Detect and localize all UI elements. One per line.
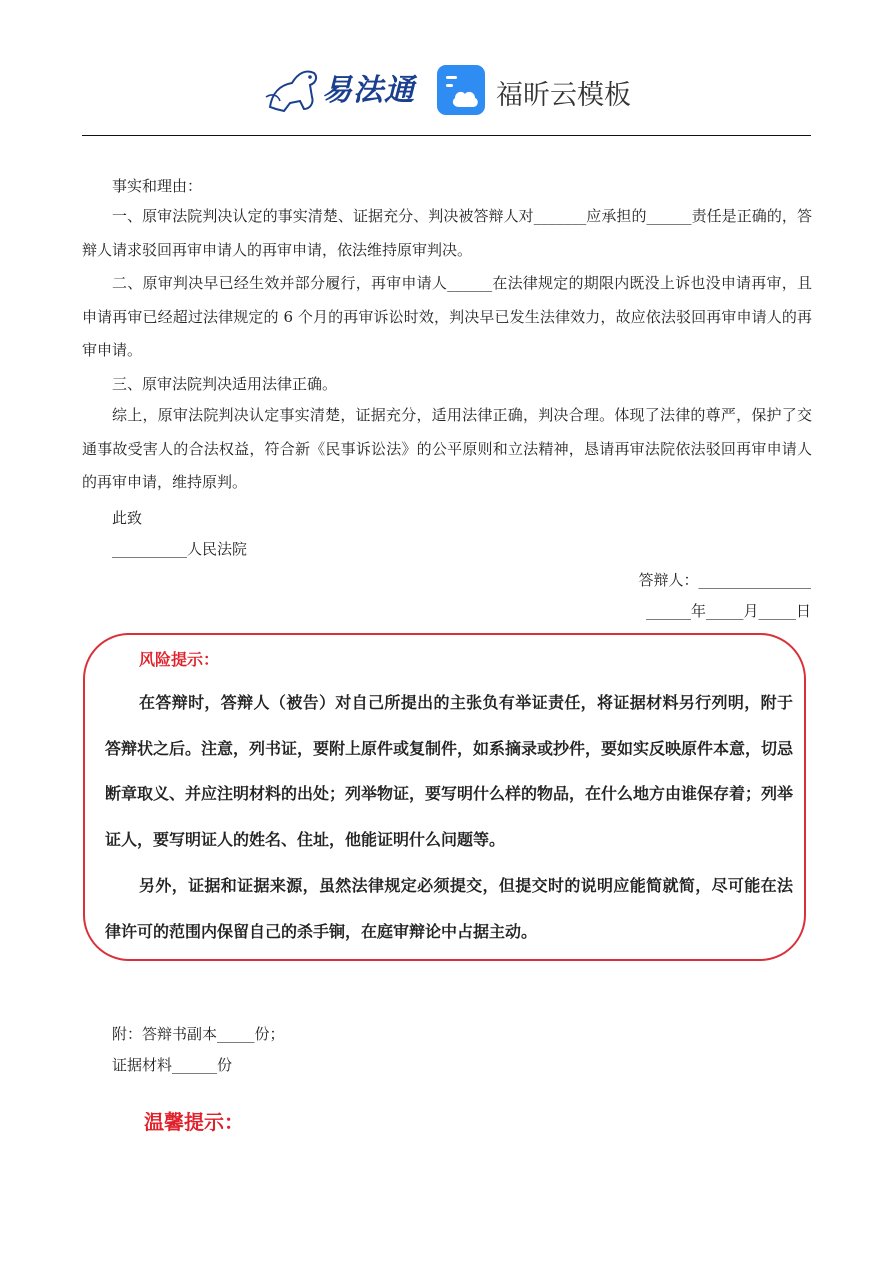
- header: [0, 55, 893, 125]
- attachment-copies: 附：答辩书副本_____份；: [112, 1025, 285, 1043]
- date-line: ______年_____月_____日: [645, 602, 811, 620]
- warm-tip-heading: 温馨提示：: [144, 1110, 244, 1134]
- paragraph-4: 综上，原审法院判决认定事实清楚，证据充分，适用法律正确，判决合理。体现了法律的尊严，保护了交通事故受害人的合法权益，符合新《民事诉讼法》的公平原则和立法精神，恳请再审法院依法驳回再审申请人的再审申请，维持原判。: [82, 406, 812, 491]
- header-divider: [82, 135, 811, 136]
- paragraph-1: 一、原审法院判决认定的事实清楚、证据充分、判决被答辩人对_______应承担的______责任是正确的，答辩人请求驳回再审申请人的再审申请，依法维持原审判决。: [82, 207, 812, 259]
- logo1-text: 易法通: [322, 73, 415, 108]
- salutation: 此致: [112, 509, 143, 527]
- paragraph-2: 二、原审判决早已经生效并部分履行，再审申请人______在法律规定的期限内既没上诉也没申请再审，且申请再审已经超过法律规定的 6 个月的再审诉讼时效，判决早已发生法律效力，故应依法驳回再审申请人的再审申请。: [82, 274, 812, 359]
- respondent-signature: 答辩人：_______________: [638, 571, 811, 589]
- risk-notice-title: 风险提示：: [139, 650, 220, 669]
- facts-heading: 事实和理由：: [112, 177, 203, 195]
- logo2-text: 福昕云模板: [496, 80, 631, 111]
- cloud-doc-icon: [437, 65, 485, 115]
- risk-notice-paragraph-1: 在答辩时，答辩人（被告）对自己所提出的主张负有举证责任，将证据材料另行列明，附于答辩状之后。注意，列书证，要附上原件或复制件，如系摘录或抄件，要如实反映原件本意，切忌断章取义、并应注明材料的出处；列举物证，要写明什么样的物品，在什么地方由谁保存着；列举证人，要写明证人的姓名、住址，他能证明什么问题等。: [105, 693, 794, 850]
- attachment-evidence: 证据材料______份: [112, 1056, 233, 1074]
- risk-notice-paragraph-2: 另外，证据和证据来源，虽然法律规定必须提交，但提交时的说明应能简就简，尽可能在法律许可的范围内保留自己的杀手锏，在庭审辩论中占据主动。: [105, 876, 793, 941]
- paragraph-3: 三、原审法院判决适用法律正确。: [112, 375, 338, 393]
- court-name: __________人民法院: [112, 540, 248, 558]
